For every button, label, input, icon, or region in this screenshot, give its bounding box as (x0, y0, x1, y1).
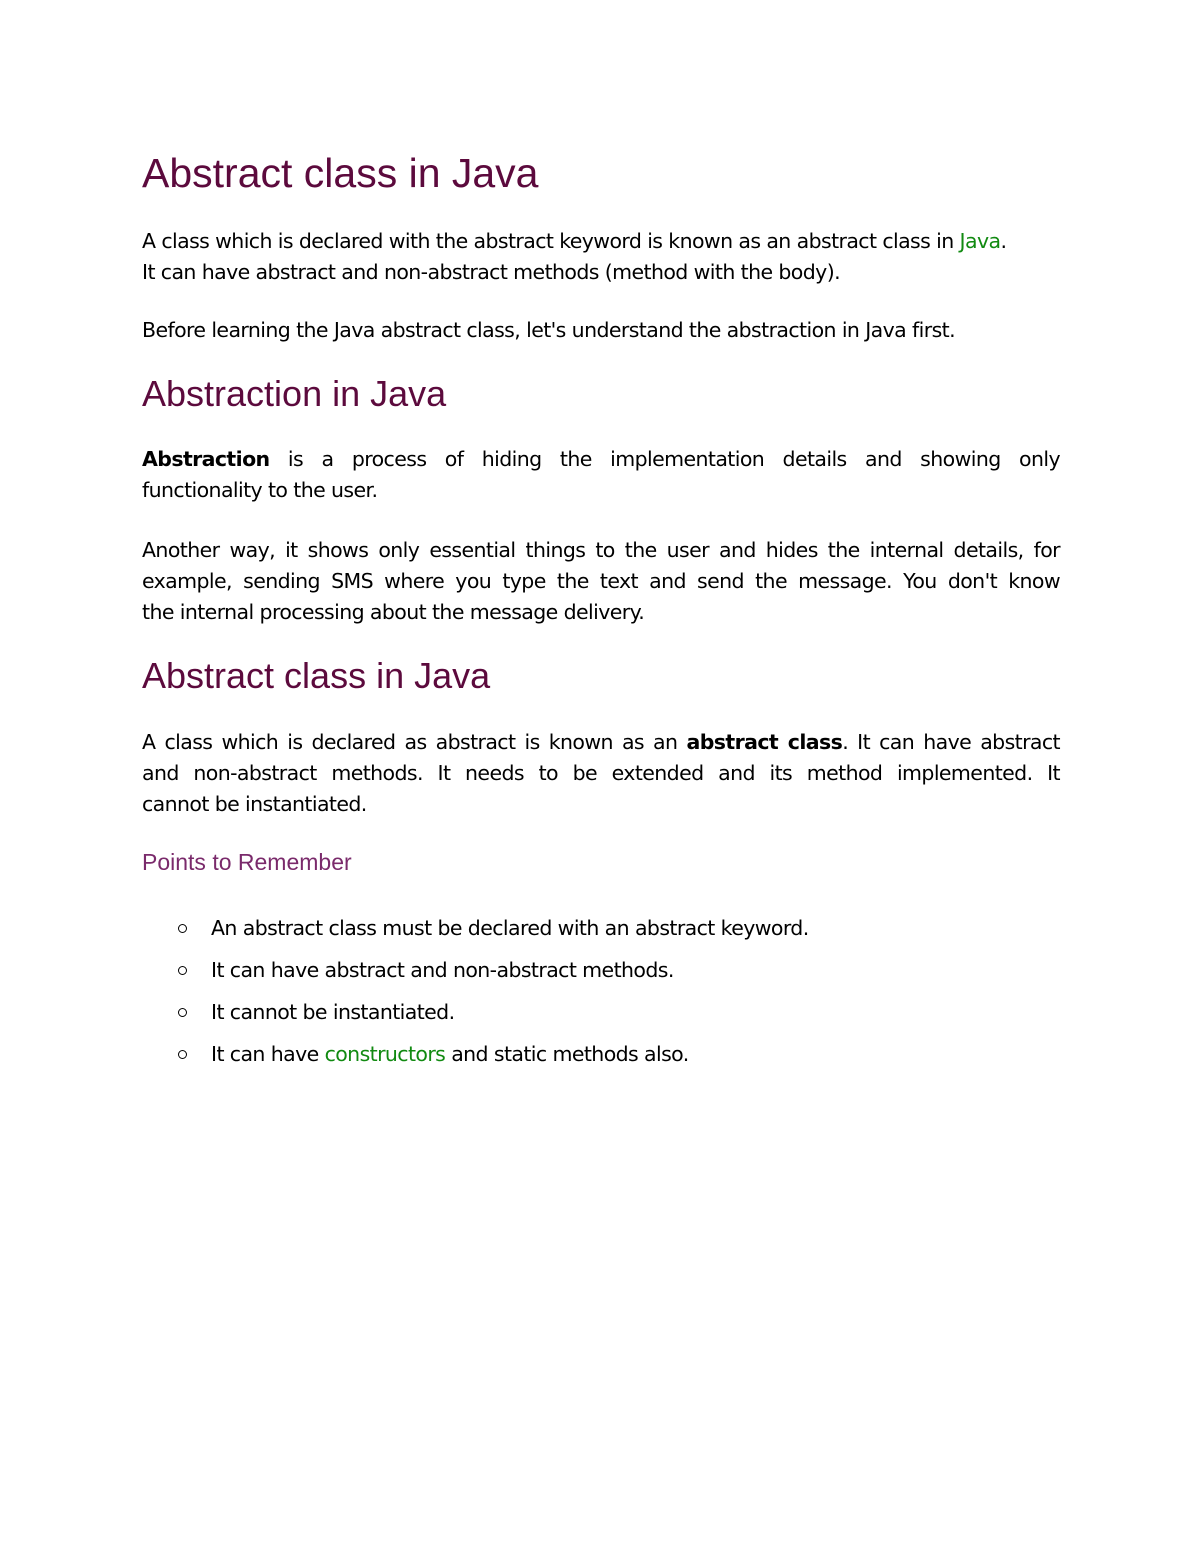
abstract-class-term: abstract class (686, 730, 843, 754)
abstraction-heading: Abstraction in Java (142, 373, 447, 414)
list-item: It cannot be instantiated. (178, 996, 809, 1038)
abstract-class-line-1: A class which is declared as abstract is known as an abstract class. It can have abstract (142, 730, 1060, 754)
circle-bullet-icon (178, 924, 187, 933)
list-item: It can have constructors and static methods also. (178, 1038, 809, 1080)
abstract-class-heading: Abstract class in Java (142, 655, 491, 696)
list-item: An abstract class must be declared with an abstract keyword. (178, 912, 809, 954)
points-to-remember-heading: Points to Remember (142, 849, 352, 875)
circle-bullet-icon (178, 1008, 187, 1017)
abstraction-term: Abstraction (142, 447, 270, 471)
another-way-paragraph: Another way, it shows only essential things to the user and hides the internal details, for example, sending SMS where you type the text and send the message. You don't know the internal processing about the message delivery. (142, 538, 1060, 624)
points-list (178, 912, 809, 1080)
intro-line-1: A class which is declared with the abstract keyword is known as an abstract class in Java. (142, 229, 1007, 253)
page-title: Abstract class in Java (142, 150, 539, 196)
java-link[interactable]: Java (959, 229, 1001, 253)
circle-bullet-icon (178, 966, 187, 975)
constructors-link[interactable]: constructors (324, 1042, 446, 1066)
abstract-class-paragraph: A class which is declared as abstract is known as an abstract class. It can have abstract and non-abstract methods. It needs to be extended and its method implemented. It cannot be instantiated. (142, 727, 1060, 820)
abstraction-definition-paragraph: Abstraction is a process of hiding the implementation details and showing only functionality to the user. (142, 444, 1060, 506)
before-learning-paragraph: Before learning the Java abstract class, let's understand the abstraction in Java first. (142, 318, 956, 342)
circle-bullet-icon (178, 1050, 187, 1059)
intro-line-2: It can have abstract and non-abstract methods (method with the body). (142, 260, 841, 284)
intro-paragraph (142, 226, 1060, 288)
abstraction-line-1: Abstraction is a process of hiding the implementation details and showing only (142, 447, 1060, 471)
list-item: It can have abstract and non-abstract methods. (178, 954, 809, 996)
